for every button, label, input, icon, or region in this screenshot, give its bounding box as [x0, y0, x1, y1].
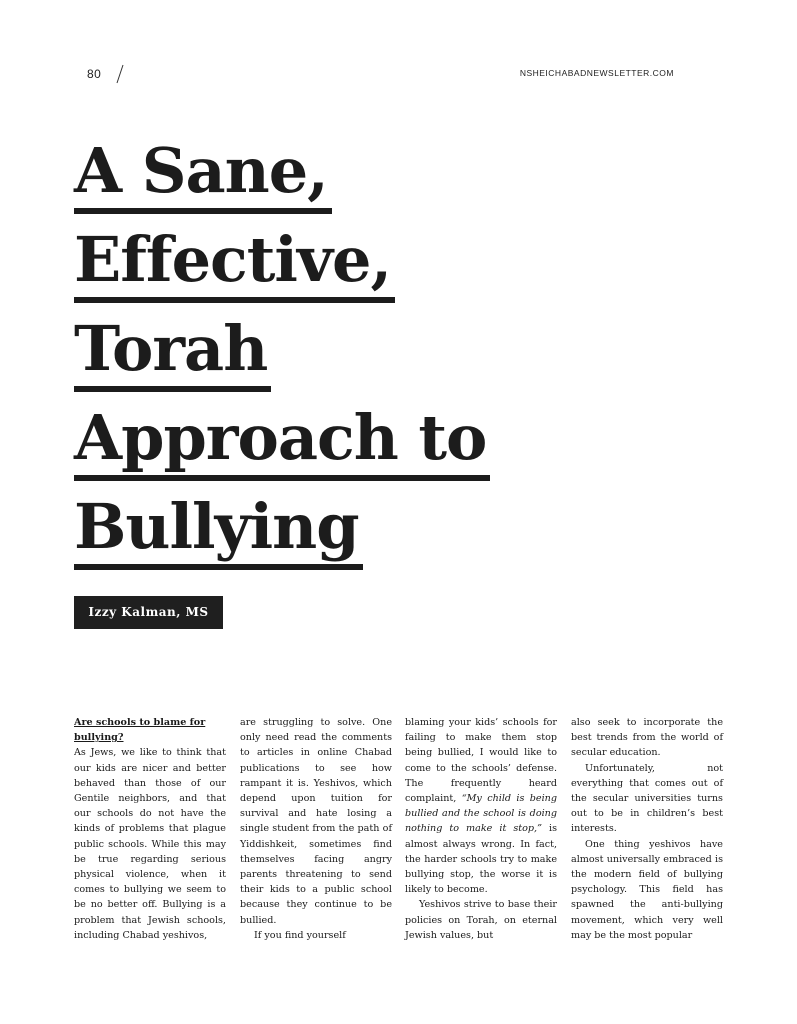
- title-line: Bullying: [74, 489, 363, 570]
- title-line: Effective,: [74, 222, 395, 303]
- paragraph-text: is almost always wrong. In fact, the harder schools try to make bullying stop, the worse it is likely to become.: [405, 823, 557, 896]
- paragraph: [405, 715, 557, 897]
- paragraph-text: blaming your kids’ schools for failing to make them stop being bullied, I would like to come to the schools’ defense. The frequently heard complaint,: [405, 717, 557, 805]
- paragraph: Unfortunately, not everything that comes out of the secular universities turns out to be in children’s best interests.: [571, 762, 723, 835]
- slash-divider-icon: [115, 64, 125, 84]
- section-subhead: Are schools to blame for bullying?: [74, 717, 206, 744]
- article-body: [74, 715, 724, 945]
- paragraph: If you find yourself: [254, 929, 346, 941]
- paragraph: As Jews, we like to think that our kids are nicer and better behaved than those of our Gentile neighbors, and that our schools do not have the kinds of problems that plague public schools. While this may be true regarding serious physical violence, when it comes to bullying we seem to be no better off. Bullying is a problem that Jewish schools, including Chabad yeshivos,: [74, 747, 226, 941]
- paragraph: also seek to incorporate the best trends from the world of secular education.: [571, 717, 723, 759]
- paragraph: One thing yeshivos have almost universally embraced is the modern field of bullying psychology. This field has spawned the anti-bullying movement, which very well may be the most popular: [571, 838, 723, 941]
- title-line: Approach to: [74, 400, 490, 481]
- page-number: 80: [87, 67, 102, 81]
- text-column-4: [571, 715, 723, 943]
- title-line: Torah: [74, 311, 271, 392]
- text-column-1: [74, 715, 226, 943]
- text-column-2: [240, 715, 392, 943]
- paragraph: are struggling to solve. One only need read the comments to articles in online Chabad publications to see how rampant it is. Yeshivos, which depend upon tuition for survival and hate losing a single student from the path of Yiddishkeit, sometimes find themselves facing angry parents threatening to send their kids to a public school because they continue to be bullied.: [240, 717, 392, 926]
- title-line: A Sane,: [74, 133, 332, 214]
- site-url: NSHEICHABADNEWSLETTER.COM: [519, 68, 674, 78]
- text-column-3: [405, 715, 557, 943]
- page-header: [0, 62, 797, 88]
- article-title: [74, 126, 634, 571]
- author-byline: Izzy Kalman, MS: [74, 596, 223, 629]
- paragraph: Yeshivos strive to base their policies on Torah, on eternal Jewish values, but: [405, 899, 557, 941]
- pull-quote: “My child is being bullied and the school is doing nothing to make it stop,”: [405, 793, 557, 835]
